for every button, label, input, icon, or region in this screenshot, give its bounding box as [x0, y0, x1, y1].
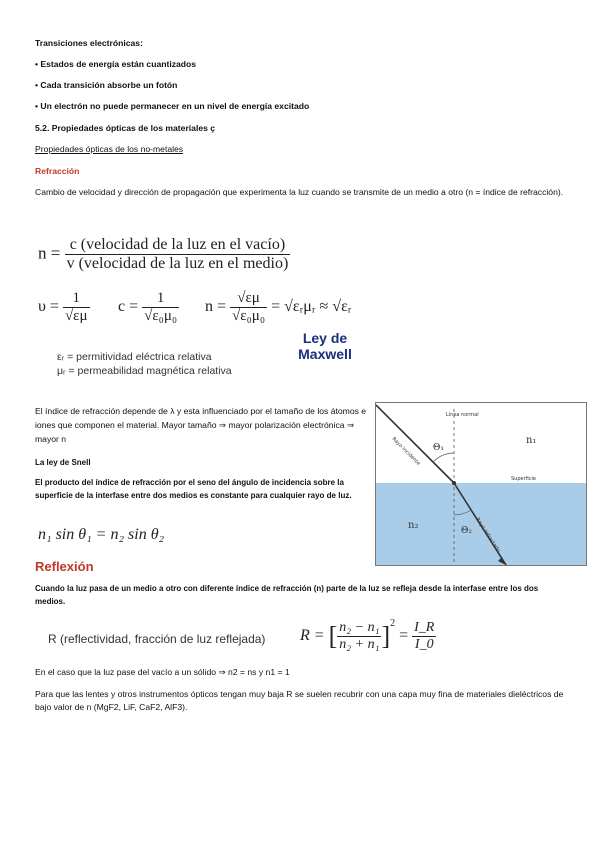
r-rhs-den: I_0 — [414, 636, 434, 652]
reflectivity-equation: R = [ $\frac{\text{n₂ − n₁}}{\text{n₂ + n₁}}$ ]$^2$ = $\frac{I\_R}{I\_0}$ — [300, 618, 435, 652]
bullet-item: • Un electrón no puede permanecer en un nivel de energía excitado — [35, 101, 310, 111]
r-num: n₂ − n₁ — [339, 619, 380, 635]
v-num: 1 — [63, 290, 90, 308]
theta1-label: Θ₁ — [433, 443, 444, 453]
legend-permittivity: εᵣ = permitividad eléctrica relativa — [57, 351, 212, 363]
theta1-arc — [433, 453, 454, 462]
c-lhs: c = — [118, 298, 139, 316]
interface-point — [452, 481, 456, 485]
n-num: √εμ — [230, 290, 267, 308]
bullet-item: • Cada transición absorbe un fotón — [35, 80, 178, 90]
r-lhs: R = — [300, 627, 325, 644]
r-rhs-num: I_R — [414, 619, 435, 635]
section-title-transiciones: Transiciones electrónicas: — [35, 38, 143, 48]
reflexion-definition: Cuando la luz pasa de un medio a otro con diferente índice de refracción (n) parte de la luz se refleja desde la interfase entre los dos medios. — [35, 584, 539, 606]
coating-paragraph: Para que las lentes y otros instrumentos ópticos tengan muy baja R se suelen recubrir con una capa muy fina de materiales dieléctricos de bajo valor de n (MgF2, LiF, CaF2, AlF3). — [35, 689, 564, 712]
bullet-item: • Estados de energía están cuantizados — [35, 59, 197, 69]
n-rhs: = √εᵣμᵣ ≈ √εᵣ — [271, 298, 352, 316]
eq-denominator: v (velocidad de la luz en el medio) — [66, 255, 289, 272]
surface-label: Superficie — [511, 476, 537, 482]
n-maxwell-equation — [205, 290, 351, 325]
n2-label: n₂ — [408, 520, 419, 531]
eq-numerator: c (velocidad de la luz en el vacío) — [65, 236, 291, 255]
n-lhs: n = — [205, 298, 227, 316]
c-equation — [118, 290, 179, 325]
refracted-label: Rayo refractado — [474, 516, 502, 554]
n-den: √ε₀μ₀ — [232, 308, 266, 324]
section-subheading: Propiedades ópticas de los no-metales — [35, 144, 184, 154]
refraccion-definition: Cambio de velocidad y dirección de propagación que experimenta la luz cuando se transmite de un medio a otro (n = índice de refracción). — [35, 187, 564, 197]
index-paragraph: El índice de refracción depende de λ y esta influenciado por el tamaño de los átomos e iones que componen el material. Mayor tamaño ⇒ mayor polarización electrónica ⇒ mayor n — [35, 406, 367, 444]
reflexion-title: Reflexión — [35, 559, 94, 574]
velocity-equation — [38, 290, 90, 325]
theta2-label: Θ₂ — [461, 526, 472, 536]
incident-label: Rayo incidente — [390, 436, 422, 467]
reflectivity-label: R (reflectividad, fracción de luz reflejada) — [48, 632, 266, 646]
snell-paragraph: El producto del índice de refracción por el seno del ángulo de incidencia sobre la superficie de la interfase entre dos medios es constante para cualquier rayo de luz. — [35, 478, 352, 500]
r-exp: 2 — [390, 618, 396, 629]
normal-label: Línea normal — [446, 412, 479, 418]
n1-label: n₁ — [526, 435, 537, 446]
r-den: n₂ + n₁ — [339, 636, 380, 652]
v-lhs: υ = — [38, 298, 59, 316]
legend-permeability: μᵣ = permeabilidad magnética relativa — [57, 365, 232, 377]
refraccion-title: Refracción — [35, 166, 80, 176]
v-den: √εμ — [64, 308, 88, 324]
vacuum-line: En el caso que la luz pase del vacío a un sólido ⇒ n2 = ns y n1 = 1 — [35, 667, 290, 677]
maxwell-label: Ley de Maxwell — [298, 330, 352, 362]
snell-equation: n₁ sin θ₁ = n₂ sin θ₂ — [38, 526, 165, 543]
refraction-svg — [376, 403, 586, 565]
snell-title: La ley de Snell — [35, 458, 91, 467]
snell-diagram — [375, 402, 587, 566]
c-num: 1 — [142, 290, 179, 308]
section-heading: 5.2. Propiedades ópticas de los materiales ç — [35, 123, 216, 133]
refraction-index-equation — [38, 236, 290, 273]
eq-lhs: n = — [38, 243, 61, 263]
c-den: √ε₀μ₀ — [144, 308, 178, 324]
